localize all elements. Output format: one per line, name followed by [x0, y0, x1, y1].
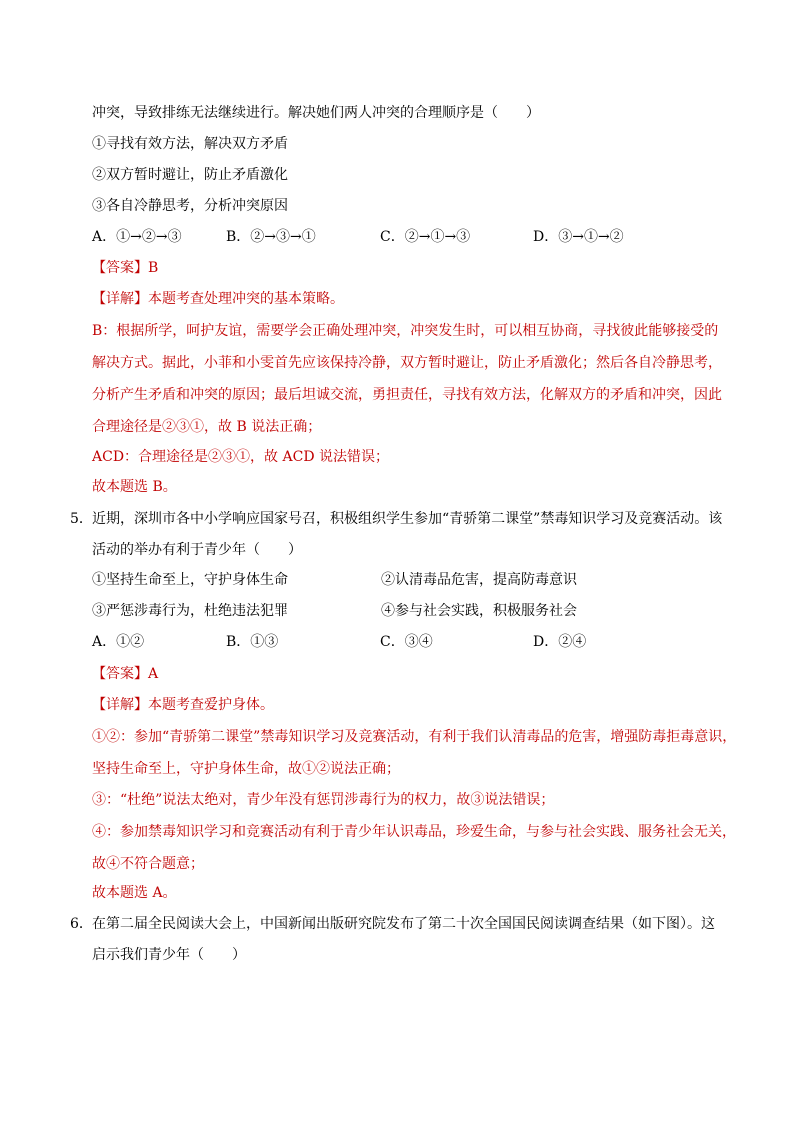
q5-item-1: ①坚持生命至上，守护身体生命: [92, 572, 288, 588]
q4-option-d: D．③→①→②: [533, 229, 624, 245]
q4-analysis-line-1: B：根据所学，呵护友谊，需要学会正确处理冲突，冲突发生时，可以相互协商，寻找彼此能够接受的: [92, 323, 719, 339]
q5-analysis-line-1: ①②：参加“青骄第二课堂”禁毒知识学习及竞赛活动，有利于我们认清毒品的危害，增强防毒拒毒意识，: [92, 729, 737, 745]
q5-analysis-line-3: ③：“杜绝”说法太绝对，青少年没有惩罚涉毒行为的权力，故③说法错误；: [92, 792, 555, 808]
q6-number: 6．: [70, 916, 93, 932]
q4-option-c: C．②→①→③: [380, 229, 471, 245]
q6-stem-line-2: 启示我们青少年（ ）: [92, 947, 246, 963]
q5-option-b: B．①③: [226, 634, 279, 650]
q4-analysis-line-5: ACD：合理途径是②③①，故 ACD 说法错误；: [92, 449, 389, 465]
q4-option-a: A．①→②→③: [92, 229, 182, 245]
q4-item-1: ①寻找有效方法，解决双方矛盾: [92, 136, 288, 152]
q4-conclusion: 故本题选 B。: [92, 479, 177, 495]
answer-value: A: [148, 666, 159, 682]
q5-detail: [92, 696, 274, 714]
answer-tag: 【答案】: [92, 260, 148, 276]
q4-option-b: B．②→③→①: [226, 229, 316, 245]
q5-number: 5．: [70, 511, 93, 527]
q5-item-4: ④参与社会实践，积极服务社会: [381, 603, 577, 619]
q5-analysis-line-2: 坚持生命至上，守护身体生命，故①②说法正确；: [92, 761, 400, 777]
q5-stem-line-2: 活动的举办有利于青少年（ ）: [92, 542, 302, 558]
detail-tag: 【详解】: [92, 291, 148, 307]
q5-option-c: C．③④: [380, 634, 433, 650]
q5-answer: [92, 665, 158, 683]
detail-intro: 本题考查处理冲突的基本策略。: [148, 291, 344, 307]
detail-tag: 【详解】: [92, 697, 148, 713]
q4-analysis-line-3: 分析产生矛盾和冲突的原因；最后坦诚交流，勇担责任，寻找有效方法，化解双方的矛盾和冲突，因此: [92, 387, 722, 403]
q4-detail: [92, 290, 344, 308]
q5-option-a: A．①②: [92, 634, 145, 650]
q4-analysis-line-4: 合理途径是②③①，故 B 说法正确；: [92, 419, 322, 435]
q5-item-3: ③严惩涉毒行为，杜绝违法犯罪: [92, 603, 288, 619]
q4-item-3: ③各自冷静思考，分析冲突原因: [92, 198, 288, 214]
answer-tag: 【答案】: [92, 666, 148, 682]
q4-answer: [92, 259, 158, 277]
q5-analysis-line-5: 故④不符合题意；: [92, 856, 204, 872]
q5-analysis-line-4: ④：参加禁毒知识学习和竞赛活动有利于青少年认识毒品，珍爱生命，与参与社会实践、服务社会无关，: [92, 824, 736, 840]
q6-stem-line-1: 在第二届全民阅读大会上，中国新闻出版研究院发布了第二十次全国国民阅读调查结果（如下图）。这: [92, 916, 715, 932]
q4-item-2: ②双方暂时避让，防止矛盾激化: [92, 167, 288, 183]
q5-stem-line-1: 近期，深圳市各中小学响应国家号召，积极组织学生参加“青骄第二课堂”禁毒知识学习及竞赛活动。该: [92, 511, 723, 527]
answer-value: B: [148, 260, 159, 276]
q5-conclusion: 故本题选 A。: [92, 885, 177, 901]
q5-option-d: D．②④: [533, 634, 587, 650]
q5-item-2: ②认清毒品危害，提高防毒意识: [381, 572, 577, 588]
detail-intro: 本题考查爱护身体。: [148, 697, 274, 713]
q4-stem: 冲突，导致排练无法继续进行。解决她们两人冲突的合理顺序是（ ）: [92, 105, 540, 121]
q4-analysis-line-2: 解决方式。据此，小菲和小雯首先应该保持冷静，双方暂时避让，防止矛盾激化；然后各自冷静思考，: [92, 355, 722, 371]
